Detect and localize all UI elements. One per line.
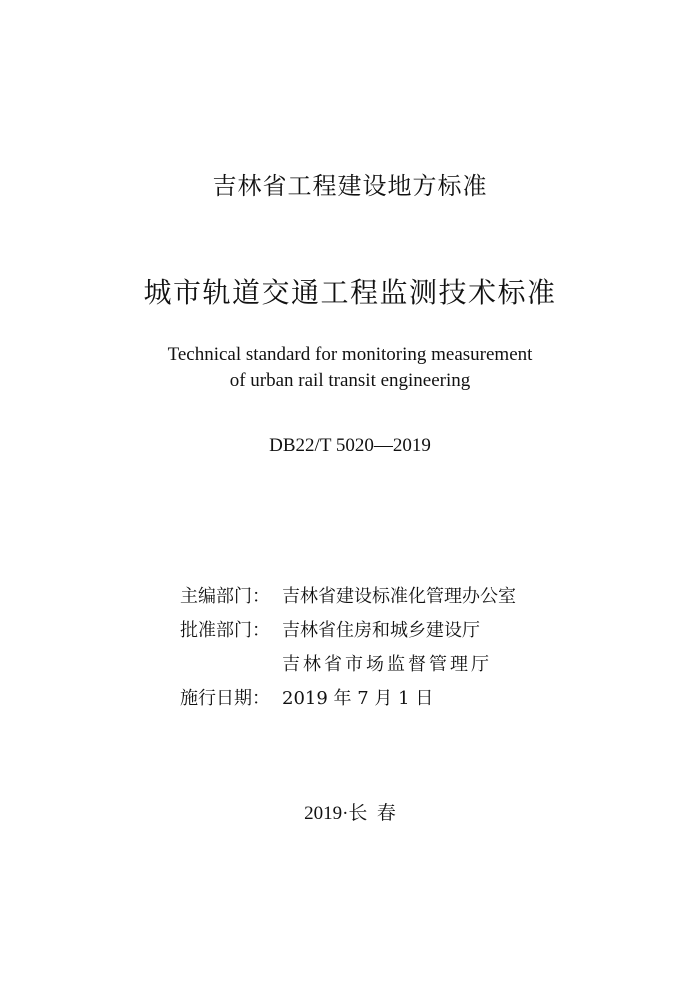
approval-row-2	[180, 648, 516, 682]
publication-info	[180, 580, 516, 716]
standard-series: 吉林省工程建设地方标准	[212, 172, 488, 200]
effective-date-value: 2019 年 7 月 1 日	[282, 688, 434, 709]
effective-date-row	[180, 682, 516, 716]
effective-date-label: 施行日期：	[180, 688, 270, 709]
chief-editor-row	[180, 580, 516, 614]
approval-label: 批准部门：	[180, 620, 270, 641]
title-english-line-2: of urban rail transit engineering	[229, 370, 471, 391]
chief-editor-value: 吉林省建设标准化管理办公室	[282, 586, 516, 607]
chief-editor-label: 主编部门：	[180, 586, 270, 607]
title-chinese: 城市轨道交通工程监测技术标准	[143, 276, 557, 309]
approval-row	[180, 614, 516, 648]
approval-value-2: 吉林省市场监督管理厅	[282, 654, 492, 675]
title-english-line-1: Technical standard for monitoring measurement	[167, 344, 533, 365]
title-english	[0, 342, 700, 394]
standard-code: DB22/T 5020—2019	[269, 435, 431, 456]
publication-place: 2019·长 春	[304, 803, 396, 824]
approval-value-1: 吉林省住房和城乡建设厅	[282, 620, 480, 641]
